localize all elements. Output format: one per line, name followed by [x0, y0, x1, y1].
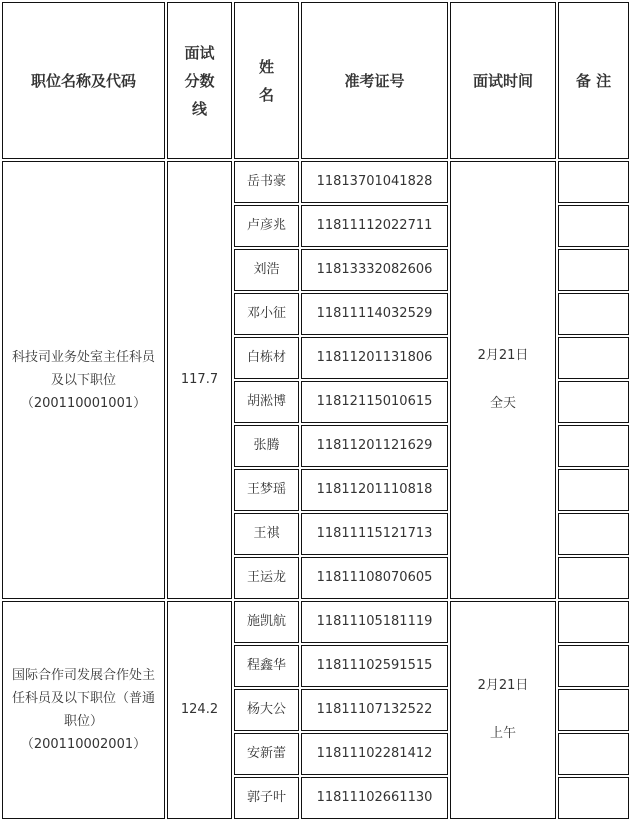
candidate-exam-id: 11811102661130 [301, 777, 448, 819]
score-cell: 117.7 [167, 161, 232, 599]
remark-cell [558, 513, 629, 555]
header-score [167, 2, 232, 159]
candidate-name: 王祺 [234, 513, 299, 555]
candidate-name: 安新蕾 [234, 733, 299, 775]
score-cell: 124.2 [167, 601, 232, 819]
header-position: 职位名称及代码 [2, 2, 165, 159]
candidate-name: 王梦瑶 [234, 469, 299, 511]
remark-cell [558, 601, 629, 643]
remark-cell [558, 557, 629, 599]
remark-cell [558, 381, 629, 423]
table-row [2, 161, 629, 203]
candidate-name: 卢彦兆 [234, 205, 299, 247]
candidate-name: 邓小征 [234, 293, 299, 335]
remark-cell [558, 645, 629, 687]
header-remark: 备 注 [558, 2, 629, 159]
candidate-exam-id: 11813332082606 [301, 249, 448, 291]
candidate-exam-id: 11812115010615 [301, 381, 448, 423]
candidate-name: 刘浩 [234, 249, 299, 291]
spacer [451, 369, 555, 391]
candidate-name: 杨大公 [234, 689, 299, 731]
header-score-line-2: 分数 [184, 71, 215, 90]
position-cell: 科技司业务处室主任科员及以下职位（200110001001） [2, 161, 165, 599]
candidate-exam-id: 11811108070605 [301, 557, 448, 599]
header-name-line-1: 姓 [258, 57, 274, 76]
interview-time-cell [450, 161, 556, 599]
candidate-exam-id: 11811114032529 [301, 293, 448, 335]
candidate-name: 张腾 [234, 425, 299, 467]
candidate-exam-id: 11811105181119 [301, 601, 448, 643]
position-cell: 国际合作司发展合作处主任科员及以下职位（普通职位）（200110002001） [2, 601, 165, 819]
interview-session: 上午 [489, 726, 516, 741]
candidate-name: 王运龙 [234, 557, 299, 599]
remark-cell [558, 425, 629, 467]
candidate-exam-id: 11811201110818 [301, 469, 448, 511]
candidate-exam-id: 11813701041828 [301, 161, 448, 203]
header-score-line-1: 面试 [184, 43, 215, 62]
remark-cell [558, 337, 629, 379]
remark-cell [558, 689, 629, 731]
remark-cell [558, 469, 629, 511]
header-name-line-2: 名 [258, 85, 274, 104]
remark-cell [558, 205, 629, 247]
remark-cell [558, 733, 629, 775]
header-interview-time: 面试时间 [450, 2, 556, 159]
candidate-exam-id: 11811201131806 [301, 337, 448, 379]
spacer [451, 699, 555, 721]
header-score-line-3: 线 [191, 99, 207, 118]
table-row [2, 601, 629, 643]
remark-cell [558, 249, 629, 291]
candidate-exam-id: 11811107132522 [301, 689, 448, 731]
candidate-name: 施凯航 [234, 601, 299, 643]
header-row [2, 2, 629, 159]
candidate-exam-id: 11811112022711 [301, 205, 448, 247]
interview-time-cell [450, 601, 556, 819]
candidate-name: 郭子叶 [234, 777, 299, 819]
table-body [2, 2, 629, 819]
remark-cell [558, 777, 629, 819]
candidate-name: 程鑫华 [234, 645, 299, 687]
remark-cell [558, 293, 629, 335]
candidate-exam-id: 11811115121713 [301, 513, 448, 555]
header-exam-id: 准考证号 [301, 2, 448, 159]
remark-cell [558, 161, 629, 203]
header-name [234, 2, 299, 159]
candidate-name: 岳书豪 [234, 161, 299, 203]
candidate-name: 胡淞博 [234, 381, 299, 423]
interview-session: 全天 [489, 396, 516, 411]
interview-date: 2月21日 [477, 348, 529, 363]
candidate-exam-id: 11811201121629 [301, 425, 448, 467]
candidate-exam-id: 11811102591515 [301, 645, 448, 687]
interview-date: 2月21日 [477, 678, 529, 693]
candidate-exam-id: 11811102281412 [301, 733, 448, 775]
candidate-name: 白栋材 [234, 337, 299, 379]
